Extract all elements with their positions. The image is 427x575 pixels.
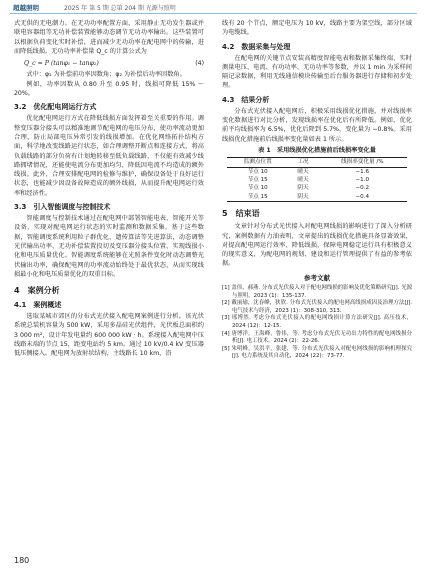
formula-expression: Q_c = P (tanφ₁ − tanφ₂): [24, 60, 99, 68]
table-cell: −1.6: [355, 168, 370, 175]
reference-item: [2] 戴丽瑜，沈春峰，狄欣. 分布式光伏接入的配电网高线损成因及治理方法[J]. 电气技术与经济，2023 (1)：308-310, 313.: [222, 300, 412, 314]
table-cell: 晴天: [297, 177, 309, 184]
reference-item: [3] 邢博然. 考虑分布式光伏接入的配电网线损计算方法研究[J]. 高压技术，2024 (12)：12-15.: [222, 315, 412, 330]
section-heading-3-3: 3.3 引入智能调度与控制技术: [14, 203, 111, 212]
section-heading-4-1: 4.1 案例概述: [14, 301, 62, 310]
page-header: [0, 0, 427, 16]
formula-number: (4): [195, 60, 204, 68]
section-heading-4: 4 案例分析: [14, 286, 60, 296]
table-cell: 节点 10: [247, 168, 268, 175]
table-cell: 阴天: [288, 193, 317, 202]
table-cell: −0.2: [355, 185, 370, 192]
table-cell: 晴天: [297, 168, 309, 175]
reference-item: [4] 唐博洋，王海峰，鲁伟，等. 考虑分布式光伏无功出力特性的配电网线损分析[J]. 电工技术，2024 (2)：22-26.: [222, 330, 412, 345]
table-row: [227, 193, 407, 202]
paragraph: 式中：φ₁ 为补偿前功率因数角；φ₂ 为补偿后功率因数角。: [26, 71, 186, 79]
table-header-cell: 线损率变化量 /%: [318, 158, 407, 167]
paragraph: 文章针对分布式光伏接入对配电网线损的影响进行了深入分析研究，案例数据有力油表明，文章提出的线损优化措施具备显著效果，对提高配电网运行效率、降低线损、保障电网稳定运行具有积极意义的现实意义，为配电网的规划、建设和运行管理提供了有益的参考依据。: [222, 223, 412, 268]
table-row: [227, 176, 407, 184]
line-loss-table: [227, 157, 407, 202]
formula-4: [24, 59, 204, 68]
section-heading-5: 5 结束语: [222, 209, 260, 219]
table-header-cell: 工况: [288, 158, 317, 167]
paragraph: 线有 20 个节点，额定电压为 10 kV，线路主要为架空线，部分区域为电缆线。: [222, 20, 412, 37]
table-caption: 表 1 采用线损优化措施前后线损率变化量: [258, 146, 376, 154]
section-heading-4-3: 4.3 结果分析: [222, 95, 270, 104]
issue-info: 2025 年 第 5 期 总第 204 期 光源与照明: [64, 5, 176, 12]
paragraph: 分布式光伏接入配电网后，积极采用线损优化措施，并对线损率变化数据进行对比分析，发现线损率在优化后有所降低。例如，优化前平均线损率为 6.5%，优化后降到 5.7%，变化量为 −0.8%。采用线损优化措施前后线损率变化量如表 1 所示。: [222, 107, 412, 143]
reference-item: [1] 盖伟，郝燕. 分布式光伏接入对于配电网线损的影响及优化策略研究[J]. 光源与照明，2023 (1)：135-137.: [222, 285, 412, 299]
table-cell: −1.0: [355, 177, 370, 184]
table-cell: 阴天: [297, 185, 309, 192]
table-cell: 节点 15: [247, 177, 268, 184]
table-cell: 节点 15: [227, 193, 288, 202]
section-heading-4-2: 4.2 数据采集与处理: [222, 42, 291, 51]
references-title: 参考文献: [304, 273, 330, 282]
table-cell: −0.4: [318, 193, 407, 202]
paragraph: 优化配电网运行方式在降低线损方面发挥着至关重要的作用。调整变压器分接头可以精准地调节配电网的电压分布，使功率流动更加合理，防止局部电压异常引发的线损增加。在优化网络拓扑结构方面，科学地改变线路运行状态，如合理调整开断点和连接方式，将高负载线路的部分负荷有计划地转移至低负载线路，不仅能有效减少线路拥堵情况，还能使电流分布更加均匀，降低因电流不均造成的额外线损。此外，合理安排配电网的检修与维护，确保设备处于良好运行状态，也能减少因设备故障造成的额外线损，从而提升配电网运行效率和经济性。: [14, 115, 204, 197]
paragraph: 式无供的无电潮力。在无功功率配置方面，采用静止无功发生器或并联电容器组等无功补偿装置能够动态调节无功功率输出。这些装置可以根据负荷变化实时补偿，进而减少无功功率在配电网中的传输，进而降低线损。无功功率补偿量 Q_c 的计算公式为: [14, 20, 204, 55]
left-column: [14, 19, 204, 359]
paragraph: 智能调度与控制技术通过在配电网中部署智能电表、智能开关等设备，实现对配电网运行状态的实时监测和数据采集。基于这些数据，智能调度系统利用粒子群优化、遗传算法等先进算法，动态调整光伏输出功率、无功补偿装置投切及变压器分接头位置，实现线损小化和电压质量优化。智能调度系统能够在光照条件变化时动态调整光伏输出功率，确保配电网的功率流动始终处于最优状态，从而实现线损最小化和电压质量优化的双重目标。: [14, 215, 204, 278]
table-cell: 节点 10: [247, 185, 268, 192]
paragraph: 例如，功率因数从 0.80 升至 0.95 时，线损可降低 15% ～ 20%。: [14, 80, 204, 98]
paragraph: 在配电网的关键节点安装高精度智能电表和数据采集终端，实时测量电压、电流、有功功率、无功功率等参数，并以 1 min 为采样间隔记录数据，利用无线通信模块传输至后台服务器进行存储和初步处理。: [222, 54, 412, 90]
reference-item: [5] 朱明峰，吴洪平，张建，等. 分布式光伏接入对配电网线损的影响机理探究[J]. 电力系统及其自动化，2024 (22)：73-77.: [222, 345, 412, 360]
table-row: [227, 184, 407, 192]
header-rule: [10, 13, 417, 14]
table-header-cell: 监测点位置: [227, 158, 288, 167]
section-heading-3-2: 3.2 优化配电网运行方式: [14, 103, 97, 112]
right-column: [222, 19, 412, 361]
table-row: [227, 167, 407, 176]
journal-logo-text: 超越照明: [13, 4, 39, 12]
page-number: 180: [14, 556, 30, 565]
paragraph: 选取某城市郊区的分布式光伏接入配电网案例进行分析。该光伏系统总装机容量为 500 kW，采用多晶硅光伏组件，光伏板总面积约 3 000 m²，设计年发电量约 600 000 kW · h。系统接入配电网中压线路末端的节点 15，距变电站约 5 km。通过 10 kV/0.4 kV 变压器低压侧接入。配电网为放射状结构，主线路长 10 km，沿: [14, 313, 204, 358]
